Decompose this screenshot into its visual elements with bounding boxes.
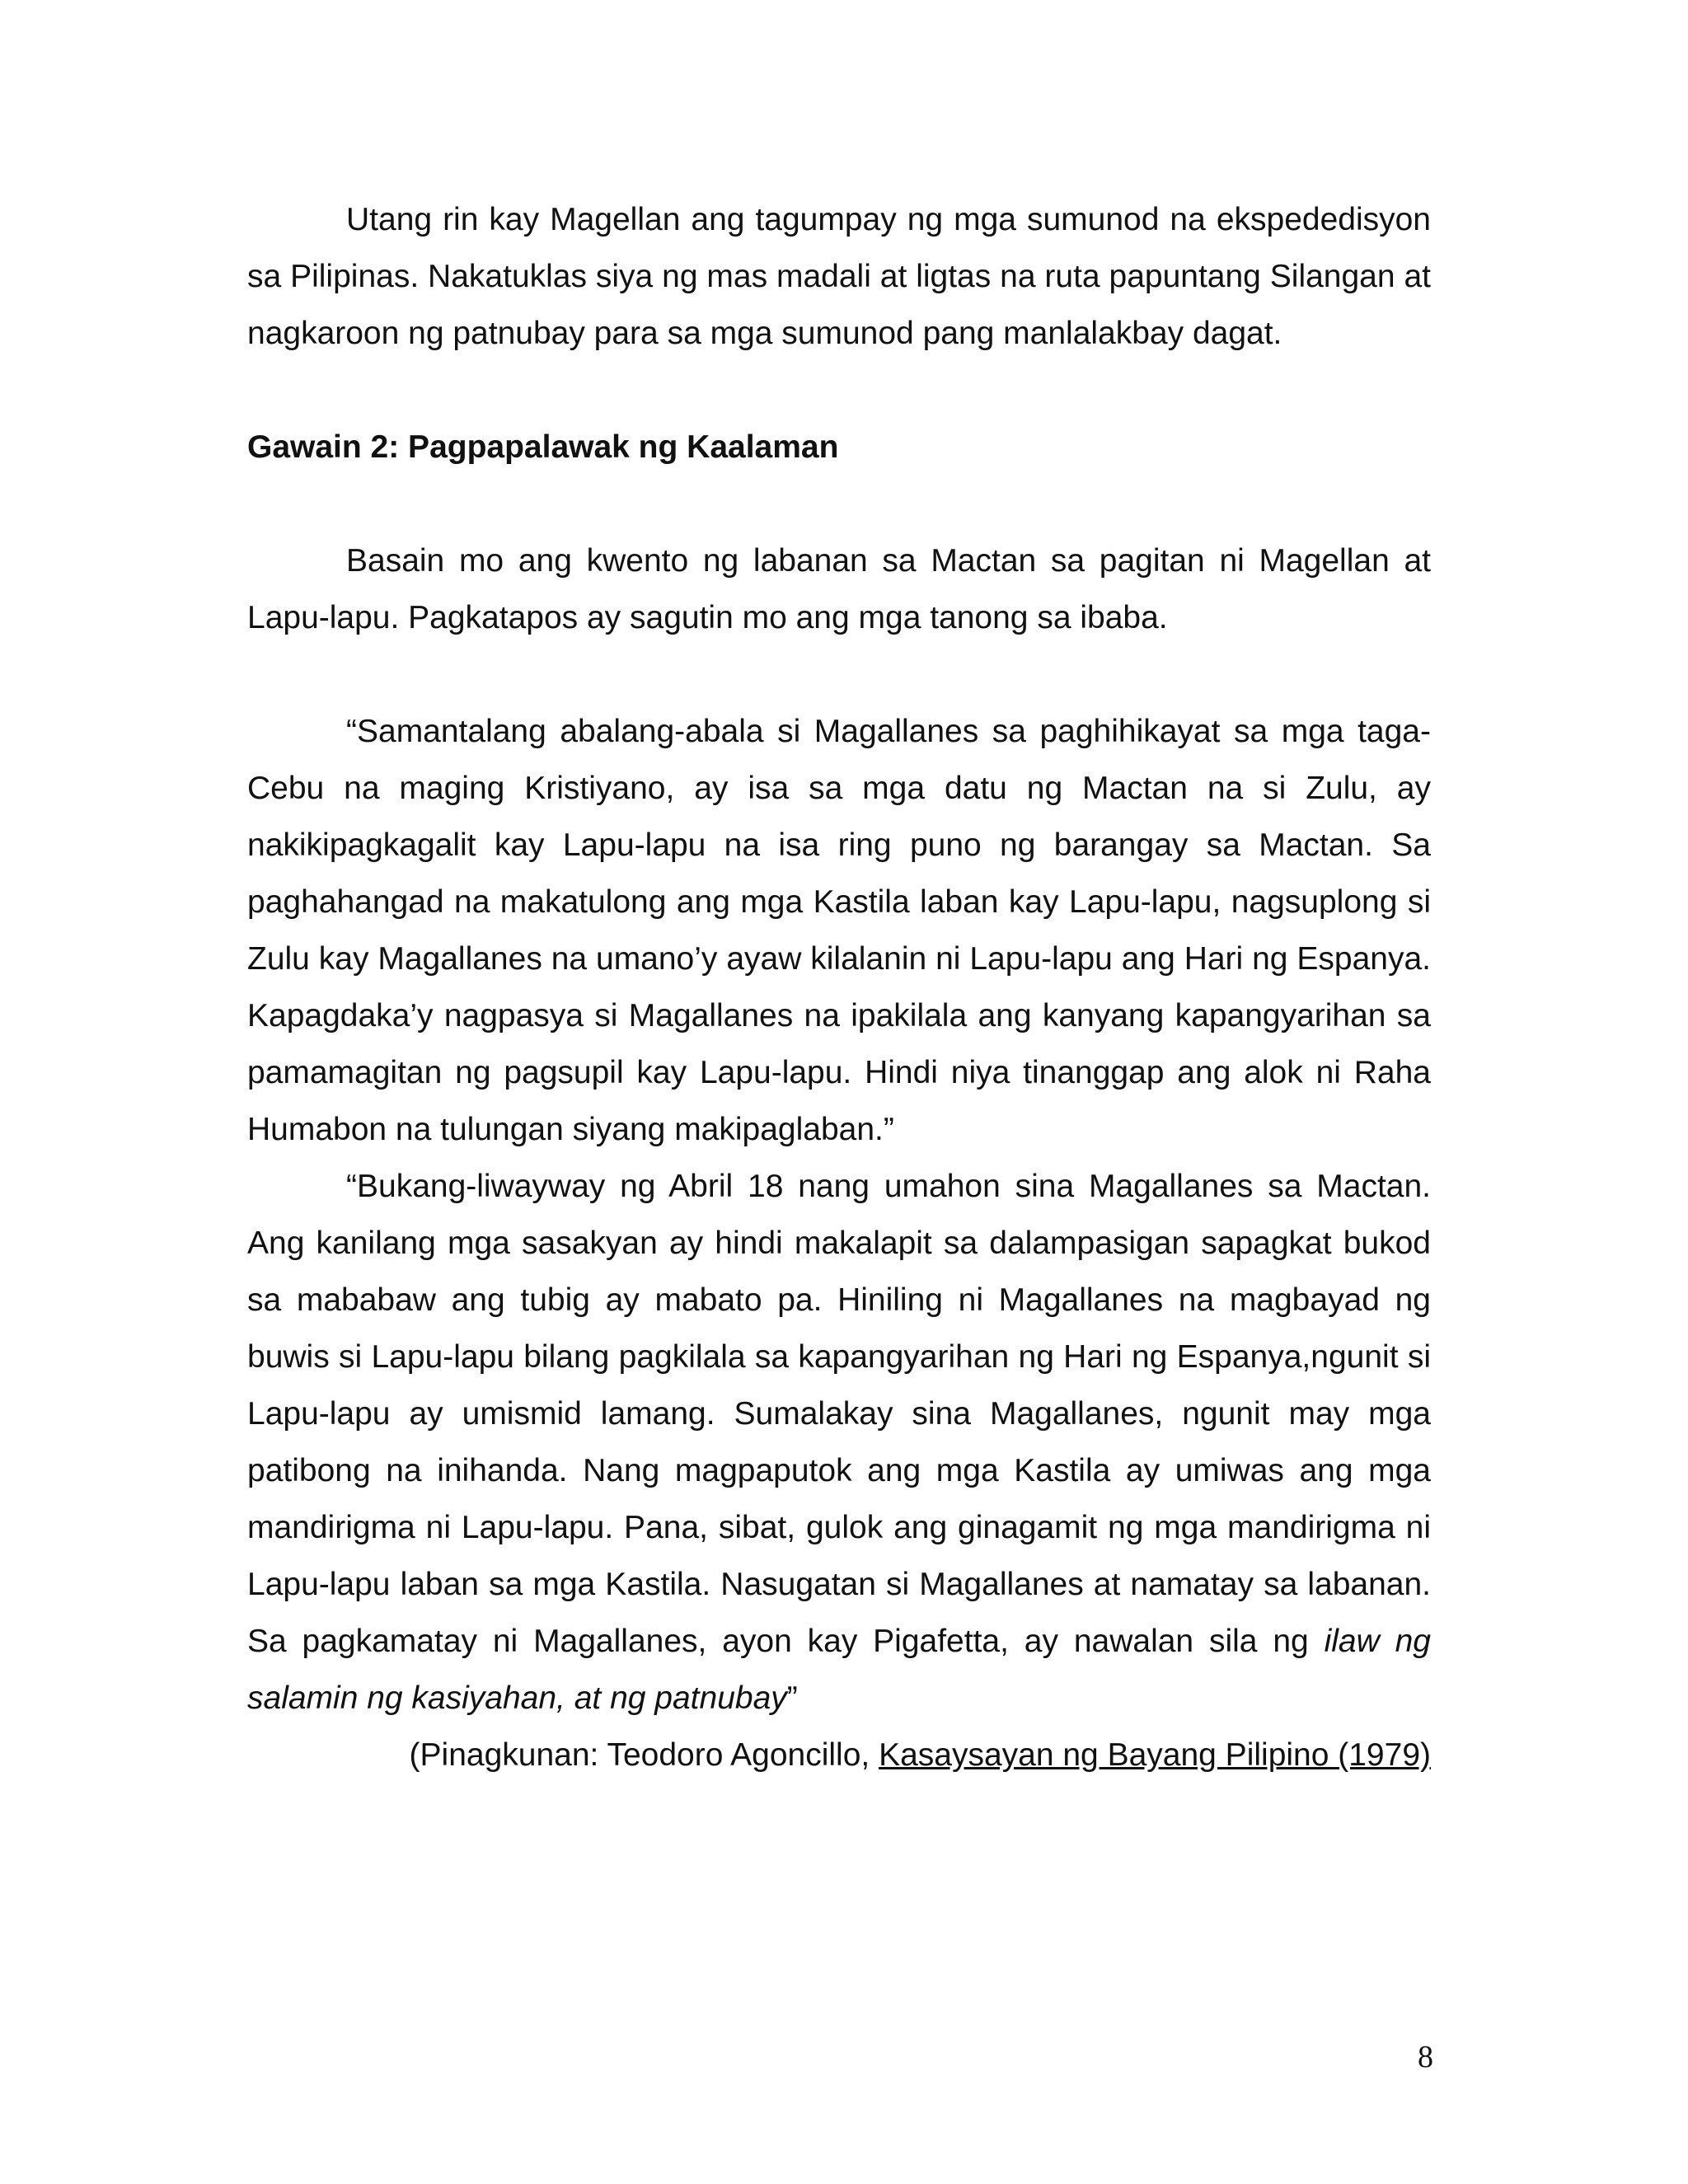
- source-prefix: (Pinagkunan: Teodoro Agoncillo,: [409, 1737, 879, 1773]
- quote-2-italic-text: ilaw ng salamin ng kasiyahan, at ng patnubay: [247, 1624, 1431, 1716]
- source-citation: [247, 1727, 1431, 1783]
- page-content: [247, 191, 1431, 1783]
- quote-paragraph-2: [247, 1158, 1431, 1727]
- instruction-paragraph: Basain mo ang kwento ng labanan sa Mactan sa pagitan ni Magellan at Lapu-lapu. Pagkatapos ay sagutin mo ang mga tanong sa ibaba.: [247, 543, 1431, 635]
- page-number: 8: [1418, 2040, 1433, 2074]
- quote-2-closing-mark: ”: [786, 1680, 798, 1716]
- quote-2-main-text: “Bukang-liwayway ng Abril 18 nang umahon sina Magallanes sa Mactan. Ang kanilang mga sasakyan ay hindi makalapit sa dalampasigan sapagkat bukod sa mababaw ang tubig ay mabato pa. Hiniling ni Magallanes na magbayad ng buwis si Lapu-lapu bilang pagkilala sa kapangyarihan ng Hari ng Espanya,ngunit si Lapu-lapu ay umismid lamang. Sumalakay sina Magallanes, ngunit may mga patibong na inihanda. Nang magpaputok ang mga Kastila ay umiwas ang mga mandirigma ni Lapu-lapu. Pana, sibat, gulok ang ginagamit ng mga mandirigma ni Lapu-lapu laban sa mga Kastila. Nasugatan si Magallanes at namatay sa labanan. Sa pagkamatay ni Magallanes, ayon kay Pigafetta, ay nawalan sila ng: [247, 1169, 1431, 1659]
- activity-heading: Gawain 2: Pagpapalawak ng Kaalaman: [247, 429, 839, 465]
- source-title: Kasaysayan ng Bayang Pilipino (1979): [879, 1737, 1431, 1773]
- intro-paragraph: Utang rin kay Magellan ang tagumpay ng mga sumunod na ekspededisyon sa Pilipinas. Nakatuklas siya ng mas madali at ligtas na ruta papuntang Silangan at nagkaroon ng patnubay para sa mga sumunod pang manlalakbay dagat.: [247, 202, 1431, 351]
- quote-paragraph-1: “Samantalang abalang-abala si Magallanes sa paghihikayat sa mga taga-Cebu na maging Kristiyano, ay isa sa mga datu ng Mactan na si Zulu, ay nakikipagkagalit kay Lapu-lapu na isa ring puno ng barangay sa Mactan. Sa paghahangad na makatulong ang mga Kastila laban kay Lapu-lapu, nagsuplong si Zulu kay Magallanes na umano’y ayaw kilalanin ni Lapu-lapu ang Hari ng Espanya. Kapagdaka’y nagpasya si Magallanes na ipakilala ang kanyang kapangyarihan sa pamamagitan ng pagsupil kay Lapu-lapu. Hindi niya tinanggap ang alok ni Raha Humabon na tulungan siyang makipaglaban.”: [247, 714, 1431, 1147]
